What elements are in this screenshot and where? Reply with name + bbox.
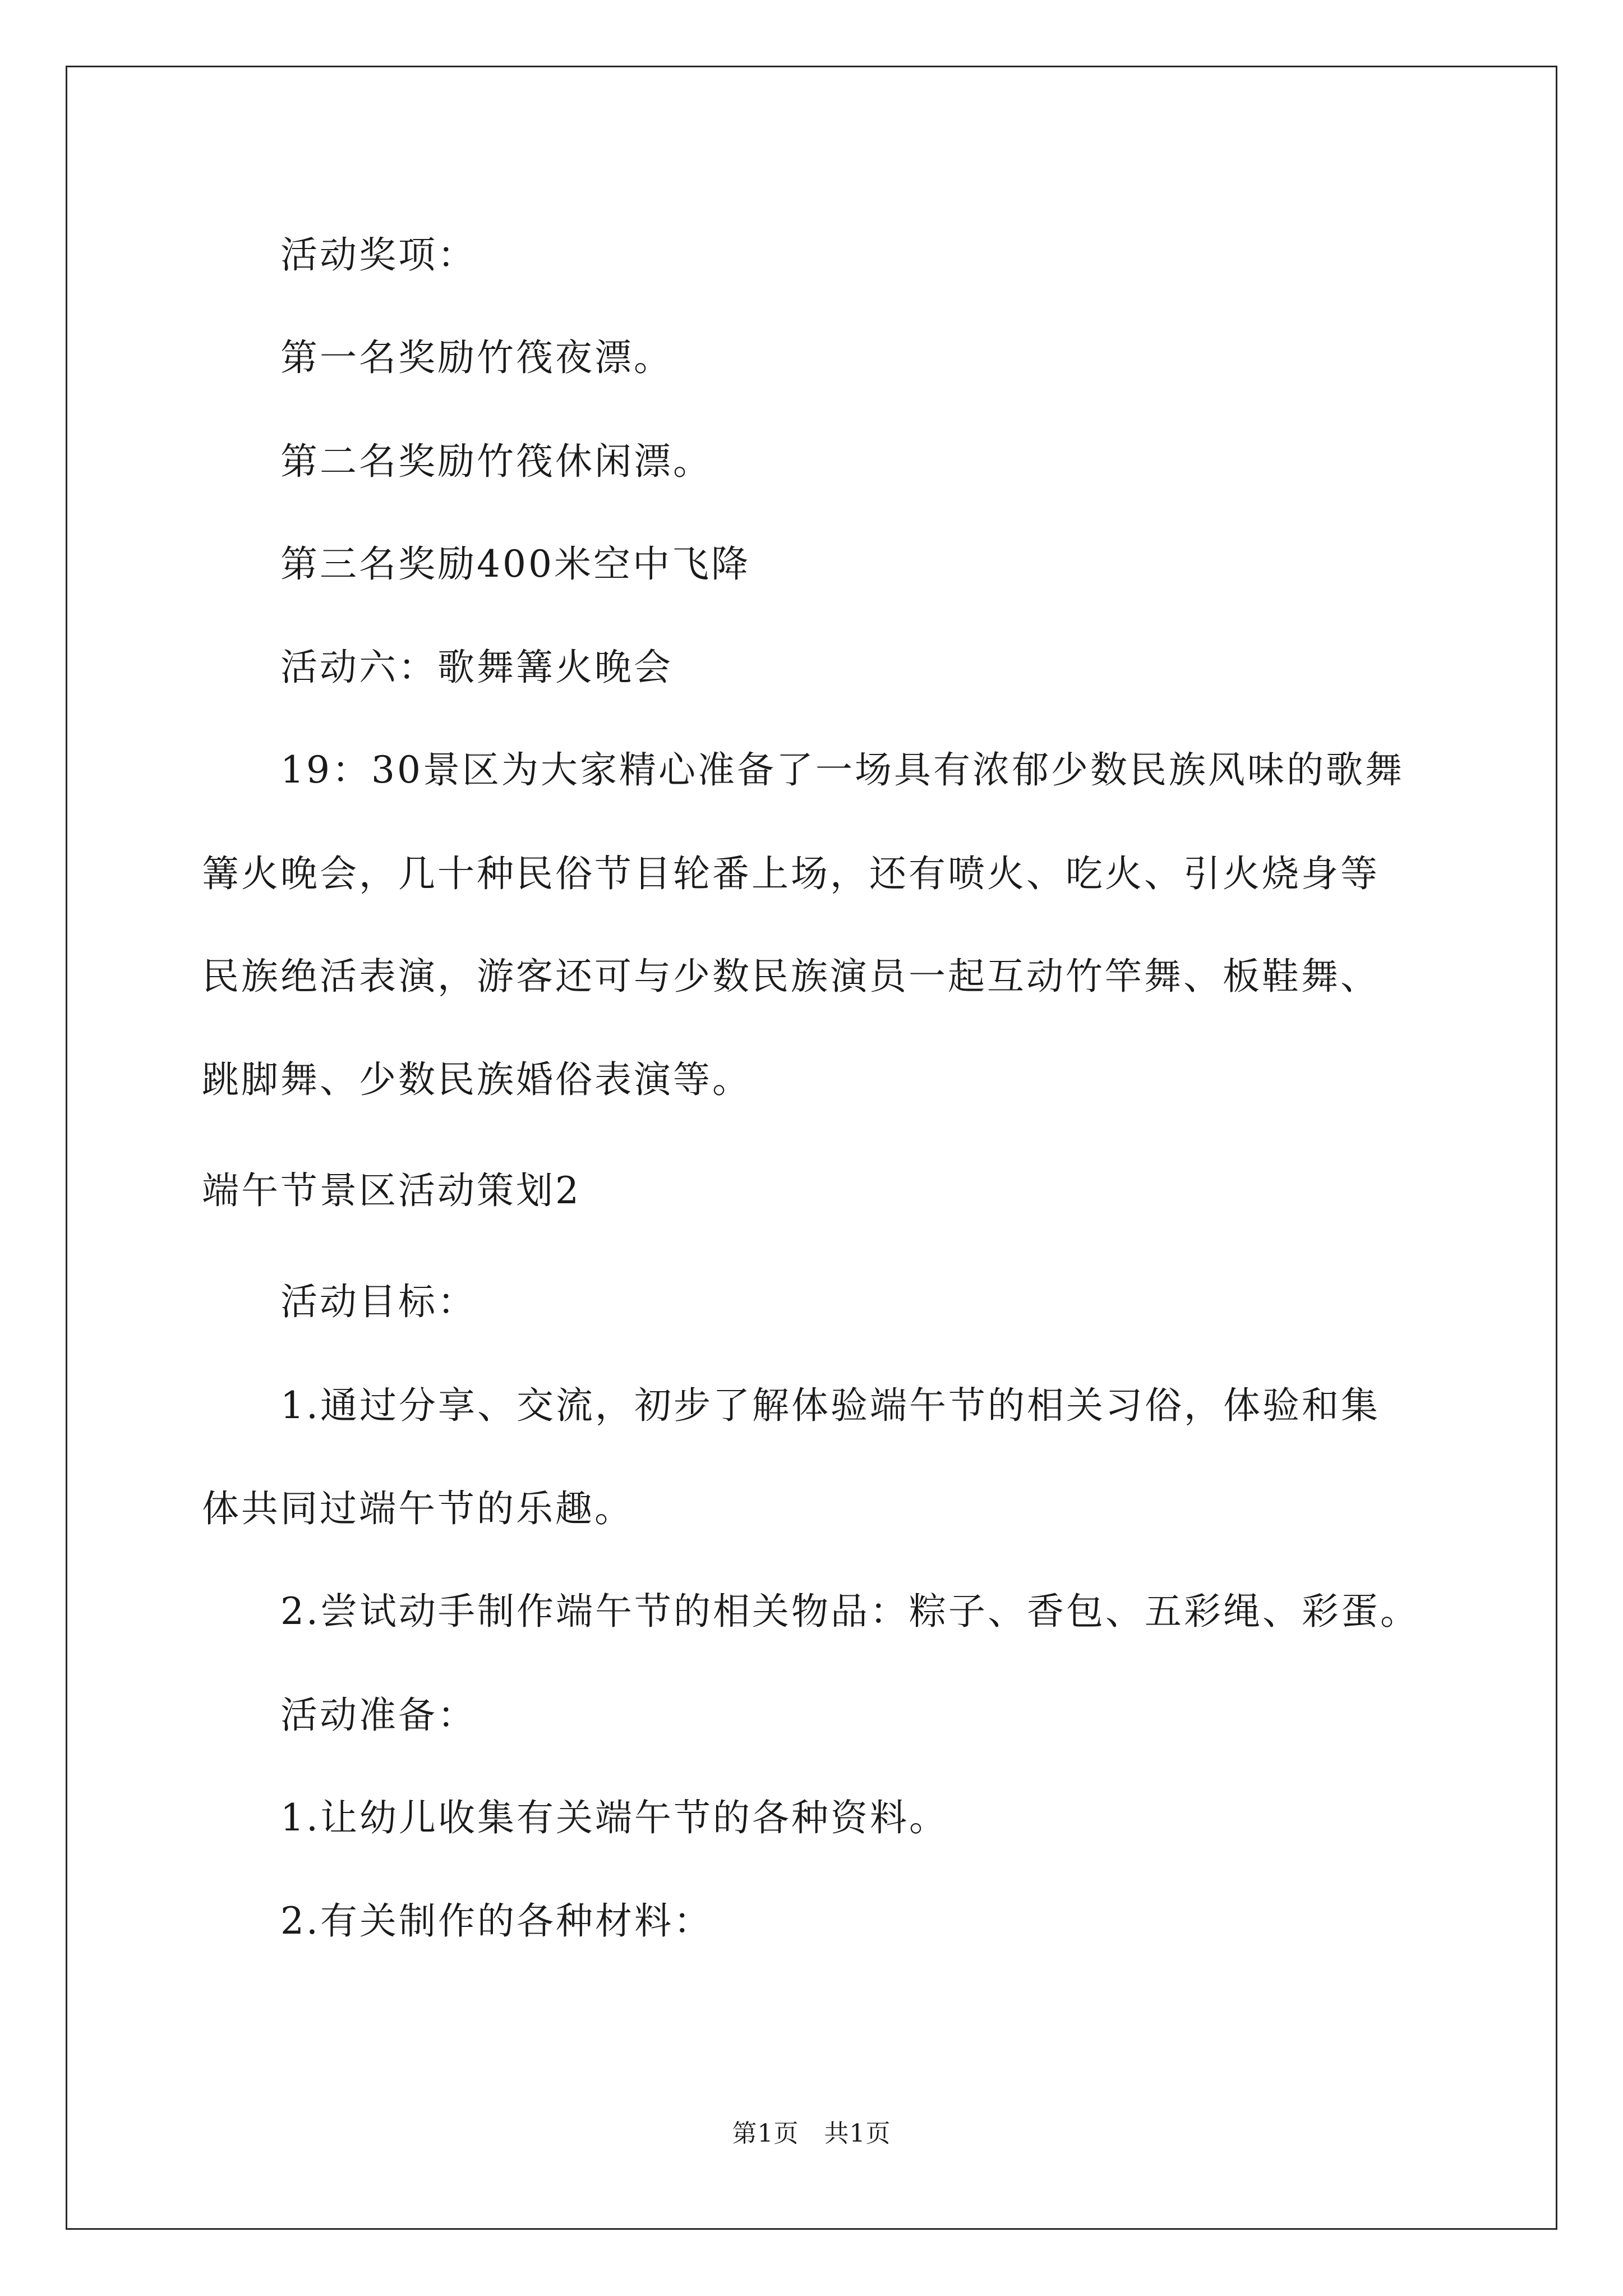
paragraph-line: 体共同过端午节的乐趣。: [202, 1487, 634, 1530]
activity-six-heading: 活动六：歌舞篝火晚会: [280, 646, 673, 689]
paragraph-line: 跳脚舞、少数民族婚俗表演等。: [202, 1058, 751, 1101]
section-label-preparation: 活动准备：: [280, 1694, 477, 1737]
section-label-awards: 活动奖项：: [280, 233, 477, 277]
paragraph-line: 篝火晚会，几十种民俗节目轮番上场，还有喷火、吃火、引火烧身等: [202, 852, 1380, 895]
section-label-goals: 活动目标：: [280, 1280, 477, 1323]
award-second: 第二名奖励竹筏休闲漂。: [280, 440, 712, 483]
paragraph-line: 民族绝活表演，游客还可与少数民族演员一起互动竹竿舞、板鞋舞、: [202, 955, 1380, 998]
award-third: 第三名奖励400米空中飞降: [280, 542, 750, 586]
paragraph-line: 2.尝试动手制作端午节的相关物品：粽子、香包、五彩绳、彩蛋。: [280, 1590, 1419, 1633]
paragraph-line: 19：30景区为大家精心准备了一场具有浓郁少数民族风味的歌舞: [280, 748, 1404, 792]
section-heading: 端午节景区活动策划2: [202, 1169, 581, 1212]
paragraph-line: 1.让幼儿收集有关端午节的各种资料。: [280, 1796, 948, 1839]
page-footer: 第1页 共1页: [732, 2119, 891, 2148]
paragraph-line: 2.有关制作的各种材料：: [280, 1899, 713, 1943]
award-first: 第一名奖励竹筏夜漂。: [280, 336, 673, 379]
paragraph-line: 1.通过分享、交流，初步了解体验端午节的相关习俗，体验和集: [280, 1384, 1380, 1427]
